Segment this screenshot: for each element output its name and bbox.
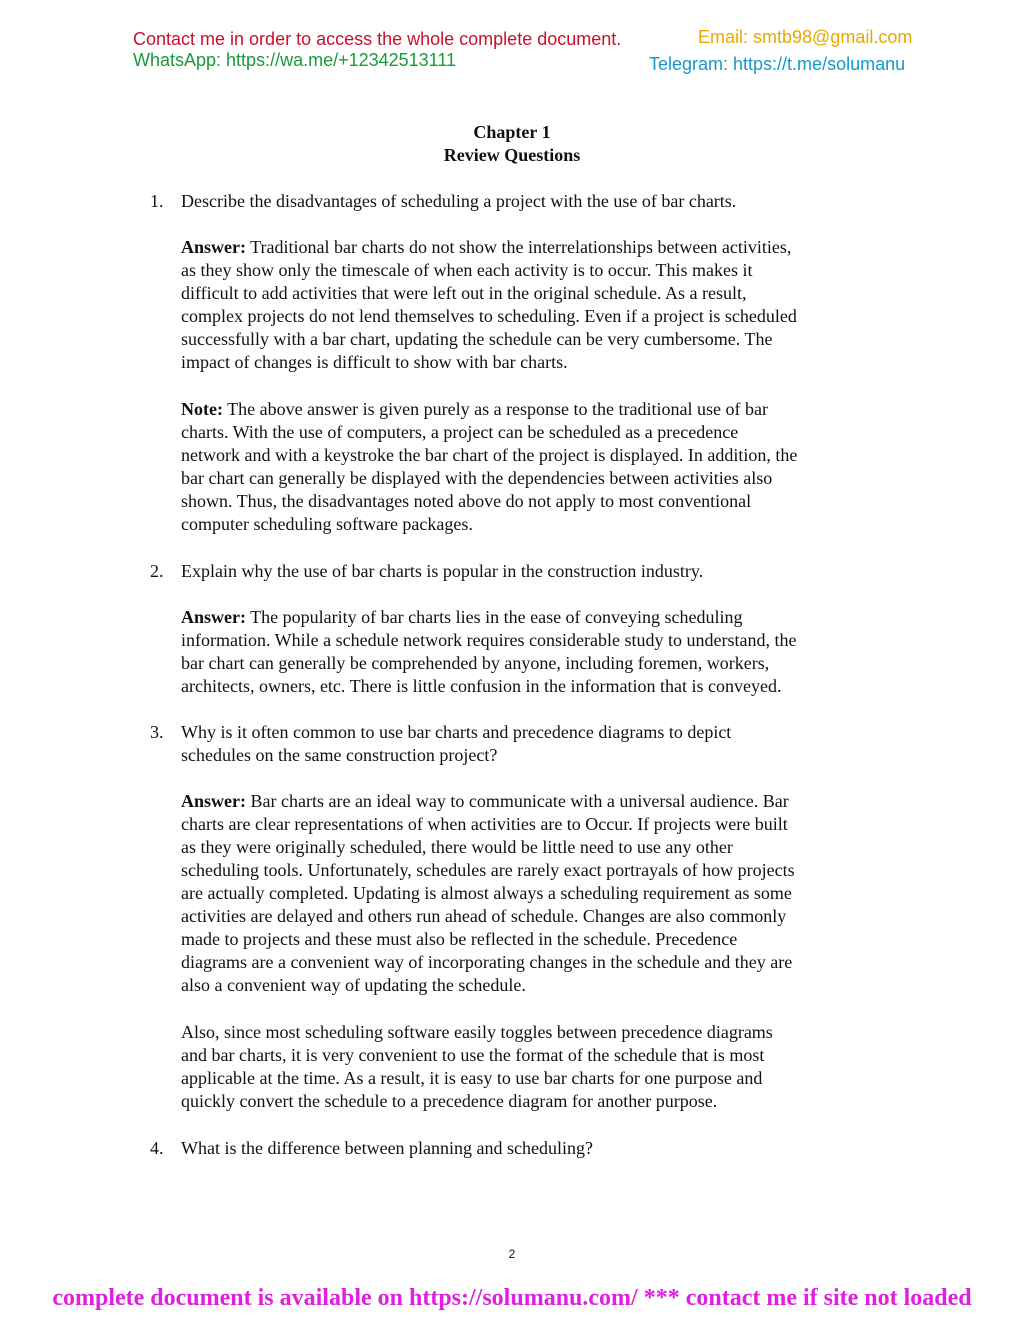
note-line: charts. With the use of computers, a project can be scheduled as a precedence bbox=[181, 422, 739, 442]
answer-line: diagrams are a convenient way of incorporating changes in the schedule and they are bbox=[181, 952, 793, 972]
whatsapp-link[interactable]: WhatsApp: https://wa.me/+12342513111 bbox=[133, 50, 457, 70]
note-line: bar chart can generally be displayed with the dependencies between activities also bbox=[181, 468, 773, 488]
answer-line: Answer: The popularity of bar charts lies in the ease of conveying scheduling bbox=[181, 607, 743, 627]
question-number: 1. bbox=[150, 191, 164, 211]
answer-line: architects, owners, etc. There is little confusion in the information that is conveyed. bbox=[181, 676, 782, 696]
question-number: 2. bbox=[150, 561, 164, 581]
note-label: Note: bbox=[181, 399, 223, 419]
answer-label: Answer: bbox=[181, 791, 246, 811]
answer-line: as they were originally scheduled, there would be little need to use any other bbox=[181, 837, 733, 857]
question-number: 3. bbox=[150, 722, 164, 742]
note-line: shown. Thus, the disadvantages noted above do not apply to most conventional bbox=[181, 491, 752, 511]
chapter-subtitle: Review Questions bbox=[443, 145, 581, 165]
question-text: Explain why the use of bar charts is popular in the construction industry. bbox=[181, 561, 704, 581]
page-number: 2 bbox=[508, 1247, 516, 1261]
answer-line: Answer: Traditional bar charts do not show the interrelationships between activities, bbox=[181, 237, 792, 257]
answer-line: as they show only the timescale of when each activity is to occur. This makes it bbox=[181, 260, 753, 280]
answer-line: and bar charts, it is very convenient to use the format of the schedule that is most bbox=[181, 1045, 765, 1065]
answer-line: also a convenient way of updating the schedule. bbox=[181, 975, 526, 995]
answer-line: impact of changes is difficult to show with bar charts. bbox=[181, 352, 568, 372]
question-text: schedules on the same construction project? bbox=[181, 745, 498, 765]
answer-line: bar chart can generally be comprehended by anyone, including foremen, workers, bbox=[181, 653, 770, 673]
answer-line: Also, since most scheduling software easily toggles between precedence diagrams bbox=[181, 1022, 773, 1042]
email-link[interactable]: Email: smtb98@gmail.com bbox=[698, 27, 913, 47]
answer-line: scheduling tools. Unfortunately, schedules are rarely exact portrayals of how projects bbox=[181, 860, 795, 880]
answer-line: activities are delayed and others run ahead of schedule. Changes are also commonly bbox=[181, 906, 787, 926]
answer-line: made to projects and these must also be reflected in the schedule. Precedence bbox=[181, 929, 738, 949]
note-line: network and with a keystroke the bar chart of the project is displayed. In addition, the bbox=[181, 445, 798, 465]
answer-line: difficult to add activities that were left out in the original schedule. As a result, bbox=[181, 283, 747, 303]
answer-line: quickly convert the schedule to a precedence diagram for another purpose. bbox=[181, 1091, 718, 1111]
question-number: 4. bbox=[150, 1138, 164, 1158]
answer-line: are actually completed. Updating is almost always a scheduling requirement as some bbox=[181, 883, 792, 903]
note-line: computer scheduling software packages. bbox=[181, 514, 473, 534]
answer-line: successfully with a bar chart, updating the schedule can be very cumbersome. The bbox=[181, 329, 773, 349]
footer-banner[interactable]: complete document is available on https://solumanu.com/ *** contact me if site not loaded bbox=[52, 1285, 972, 1311]
question-text: Describe the disadvantages of scheduling a project with the use of bar charts. bbox=[181, 191, 737, 211]
answer-label: Answer: bbox=[181, 237, 246, 257]
answer-label: Answer: bbox=[181, 607, 246, 627]
answer-line: charts are clear representations of when activities are to Occur. If projects were built bbox=[181, 814, 788, 834]
question-text: Why is it often common to use bar charts and precedence diagrams to depict bbox=[181, 722, 732, 742]
note-line: Note: The above answer is given purely as a response to the traditional use of bar bbox=[181, 399, 768, 419]
answer-line: information. While a schedule network requires considerable study to understand, the bbox=[181, 630, 797, 650]
answer-line: complex projects do not lend themselves to scheduling. Even if a project is scheduled bbox=[181, 306, 797, 326]
answer-line: Answer: Bar charts are an ideal way to communicate with a universal audience. Bar bbox=[181, 791, 789, 811]
chapter-title: Chapter 1 bbox=[473, 122, 551, 142]
telegram-link[interactable]: Telegram: https://t.me/solumanu bbox=[649, 54, 906, 74]
contact-notice: Contact me in order to access the whole complete document. bbox=[133, 29, 622, 49]
question-text: What is the difference between planning and scheduling? bbox=[181, 1138, 594, 1158]
answer-line: applicable at the time. As a result, it is easy to use bar charts for one purpose and bbox=[181, 1068, 763, 1088]
